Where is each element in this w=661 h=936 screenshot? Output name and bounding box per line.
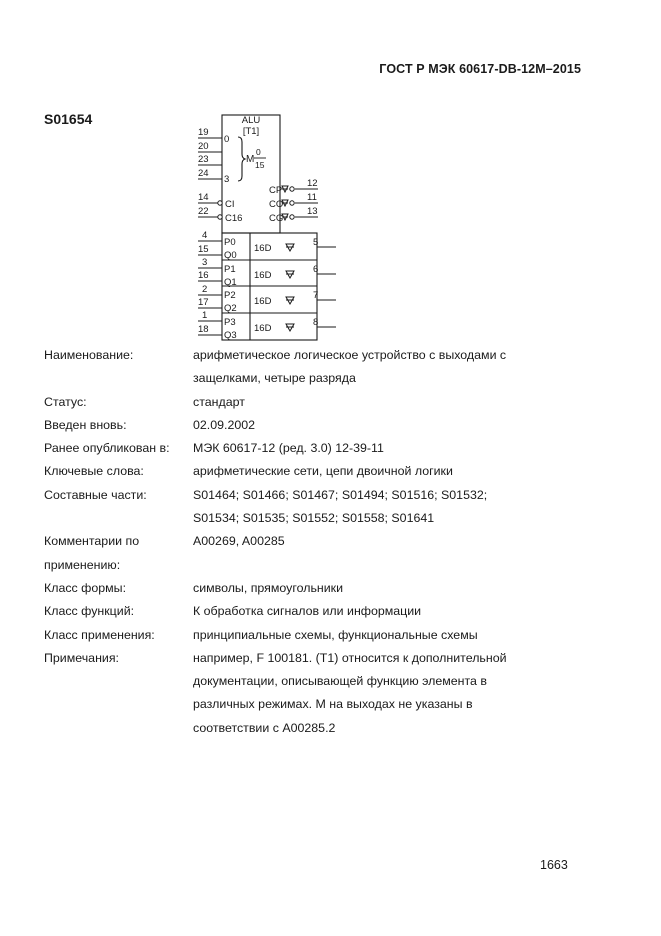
- property-value: арифметические сети, цепи двоичной логики: [193, 464, 453, 479]
- open-output-icon: [286, 324, 294, 331]
- property-row-name: [44, 344, 604, 391]
- stage-p-label: P3: [224, 317, 236, 328]
- stage-p-label: P2: [224, 290, 236, 301]
- stage-p-label: P0: [224, 237, 236, 248]
- stage-q-label: Q0: [224, 250, 237, 261]
- pin-number: 16: [198, 270, 209, 281]
- property-label: Статус:: [44, 394, 87, 409]
- property-value: [193, 484, 604, 531]
- alu-title: ALU: [241, 115, 261, 126]
- property-label: Введен вновь:: [44, 417, 127, 432]
- pin-number: 2: [202, 284, 208, 295]
- property-value: К обработка сигналов или информации: [193, 604, 422, 619]
- value-line: например, F 100181. (T1) относится к дополнительной: [193, 650, 507, 665]
- open-output-icon: [286, 297, 294, 304]
- property-row-introduced: [44, 414, 604, 437]
- value-line: S01464; S01466; S01467; S01494; S01516; S01532;: [193, 487, 488, 502]
- input-label: 3: [224, 174, 230, 185]
- property-row-function-class: [44, 600, 604, 623]
- property-label: Наименование:: [44, 348, 134, 362]
- input-label-c16: C16: [225, 213, 243, 224]
- pin-number: 13: [307, 206, 318, 217]
- pin-number: 11: [307, 192, 317, 203]
- property-row-form-class: [44, 577, 604, 600]
- open-output-icon: [286, 244, 294, 251]
- stage-d-label: 16D: [254, 323, 272, 334]
- pin-number: 5: [313, 237, 319, 248]
- stage-d-label: 16D: [254, 270, 272, 281]
- property-label: Ключевые слова:: [44, 464, 144, 479]
- value-line: различных режимах. М на выходах не указаны в: [193, 697, 473, 712]
- pin-number: 17: [198, 297, 209, 308]
- property-label: Ранее опубликован в:: [44, 441, 170, 456]
- value-line: соответствии с A00285.2: [193, 720, 336, 735]
- property-value: [193, 647, 604, 740]
- value-line: S01534; S01535; S01552; S01558; S01641: [193, 511, 435, 526]
- property-label: Класс применения:: [44, 627, 155, 642]
- label-line: Комментарии по: [44, 534, 140, 549]
- property-row-notes: [44, 647, 604, 740]
- m-frac-bottom: 15: [255, 160, 265, 170]
- pin-number: 23: [198, 154, 209, 165]
- stage-d-label: 16D: [254, 296, 272, 307]
- open-output-icon: [282, 186, 288, 192]
- pin-number: 7: [313, 290, 319, 301]
- negation-circle-cg: [290, 215, 294, 219]
- pin-number: 22: [198, 206, 209, 217]
- standard-header: ГОСТ Р МЭК 60617-DB-12M–2015: [379, 62, 581, 76]
- property-value: 02.09.2002: [193, 417, 256, 432]
- property-value: стандарт: [193, 394, 245, 409]
- pin-number: 8: [313, 317, 319, 328]
- negation-circle-c16: [218, 215, 222, 219]
- property-value: A00269, A00285: [193, 534, 285, 549]
- pin-number: 12: [307, 178, 318, 189]
- value-line: арифметическое логическое устройство с выходами с: [193, 348, 507, 362]
- property-row-published: [44, 437, 604, 460]
- pin-number: 19: [198, 127, 209, 138]
- property-label: Примечания:: [44, 650, 119, 665]
- property-row-keywords: [44, 460, 604, 483]
- property-label: Составные части:: [44, 487, 147, 502]
- pin-number: 3: [202, 257, 208, 268]
- input-label-ci: CI: [225, 199, 235, 210]
- property-label: [44, 530, 193, 577]
- property-row-parts: [44, 484, 604, 531]
- pin-number: 1: [202, 310, 208, 321]
- pin-number: 20: [198, 141, 209, 152]
- value-line: документации, описывающей функцию элемента в: [193, 674, 487, 689]
- property-value: принципиальные схемы, функциональные схемы: [193, 627, 478, 642]
- negation-circle-co: [290, 201, 294, 205]
- alu-qualifier: [T1]: [242, 126, 260, 137]
- output-label-co: CO: [269, 199, 284, 210]
- property-value: МЭК 60617-12 (ред. 3.0) 12-39-11: [193, 441, 384, 456]
- negation-circle-cp: [290, 187, 294, 191]
- m-frac-top: 0: [256, 147, 261, 157]
- output-label-cp: CP: [269, 185, 283, 196]
- m-label: M: [246, 154, 255, 165]
- input-label: 0: [224, 134, 230, 145]
- stage-q-label: Q3: [224, 330, 237, 341]
- property-label: Класс функций:: [44, 604, 135, 619]
- stage-d-label: 16D: [254, 243, 272, 254]
- pin-number: 15: [198, 244, 209, 255]
- stage-q-label: Q2: [224, 303, 237, 314]
- stage-q-label: Q1: [224, 277, 237, 288]
- pin-number: 6: [313, 264, 319, 275]
- property-row-status: [44, 391, 604, 414]
- brace-shape: [238, 137, 245, 181]
- property-label: Класс формы:: [44, 580, 127, 595]
- property-row-application-class: [44, 624, 604, 647]
- negation-circle-ci: [218, 201, 222, 205]
- symbol-code: S01654: [44, 111, 93, 127]
- pin-number: 18: [198, 324, 209, 335]
- alu-symbol-diagram: [190, 112, 340, 344]
- page-number: 1663: [540, 858, 568, 872]
- label-line: применению:: [44, 557, 121, 572]
- pin-number: 24: [198, 168, 209, 179]
- pin-number: 4: [202, 230, 208, 241]
- stage-p-label: P1: [224, 264, 236, 275]
- open-output-icon: [286, 271, 294, 278]
- pin-number: 14: [198, 192, 209, 203]
- properties-table: [44, 344, 604, 740]
- property-value: [193, 344, 604, 391]
- property-row-comments: [44, 530, 604, 577]
- value-line: защелками, четыре разряда: [193, 371, 356, 386]
- property-value: символы, прямоугольники: [193, 580, 344, 595]
- output-label-cg: CG: [269, 213, 284, 224]
